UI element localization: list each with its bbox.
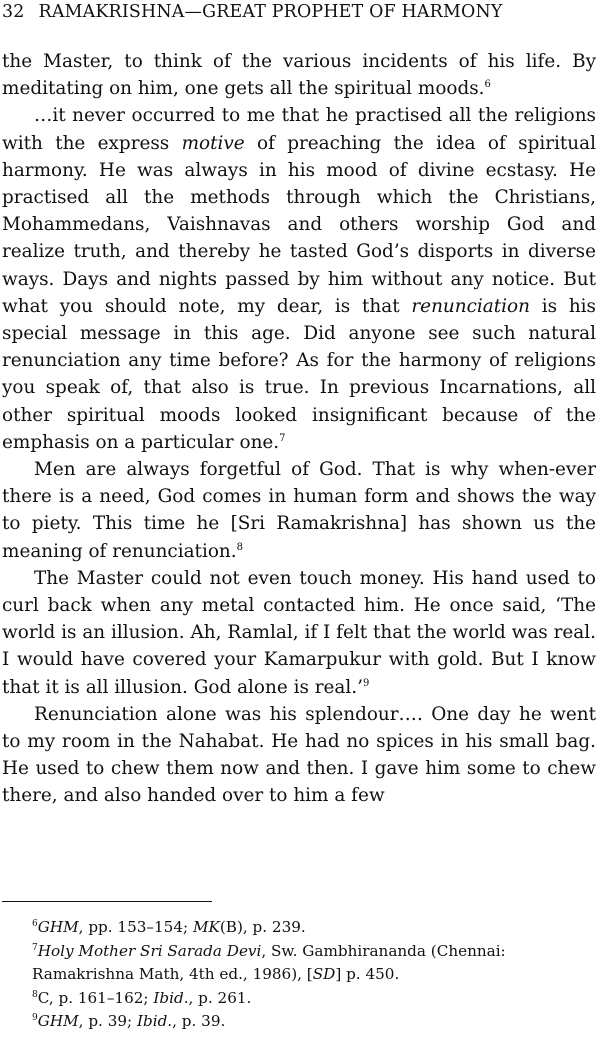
- paragraph-3-text: Men are always forgetful of God. That is why when-ever there is a need, God comes in human form and shows the way to piety. This time he [Sri Ramakrishna] has shown us the meaning of renunciation.: [2, 459, 596, 562]
- paragraph-2-text-b: of preaching the idea of spiritual harmony. He was always in his mood of divine ecstasy. He practised all the methods through which the Christians, Mohammedans, Vaishnavas and others worship God and realize truth, and thereby he tasted God’s disports in diverse ways. Days and nights passed by him without any notice. But what you should note, my dear, is that: [2, 132, 596, 317]
- footnote-7: [2, 940, 596, 987]
- footnote-text-run: ., p. 39.: [167, 1012, 226, 1030]
- footnote-italic-run: SD: [312, 965, 336, 983]
- running-title: RAMAKRISHNA—GREAT PROPHET OF HARMONY: [38, 2, 503, 22]
- footnote-number: 8: [32, 989, 38, 1000]
- footnote-ref-8: 8: [236, 541, 243, 553]
- footnote-italic-run: GHM: [37, 1012, 79, 1030]
- footnote-italic-run: Ibid: [136, 1012, 168, 1030]
- paragraph-5: [2, 701, 596, 810]
- paragraph-1-text: the Master, to think of the various incidents of his life. By meditating on him, one gets all the spiritual moods.: [2, 51, 596, 100]
- paragraph-2: [2, 102, 596, 456]
- footnote-ref-7: 7: [279, 432, 286, 444]
- body-text: [2, 48, 596, 810]
- running-header: [2, 2, 596, 22]
- footnote-9: [2, 1010, 596, 1034]
- paragraph-2-text-a: …it never occurred to me that he practised all the religions with the express: [2, 105, 596, 154]
- footnote-italic-run: Ibid: [153, 988, 184, 1007]
- footnote-italic-run: MK: [192, 918, 220, 936]
- footnote-ref-9: 9: [362, 677, 370, 689]
- footnote-text: [32, 942, 506, 984]
- footnote-text-run: ] p. 450.: [335, 965, 400, 983]
- page-number: 32: [2, 2, 25, 22]
- footnote-text-run: , pp. 153–154;: [78, 918, 193, 936]
- footnotes: [2, 916, 596, 1034]
- footnote-italic-run: GHM: [37, 918, 79, 936]
- footnote-text-run: ., p. 261.: [183, 988, 252, 1007]
- paragraph-2-emphasis-renunciation: renunciation: [411, 295, 530, 317]
- footnote-text: [38, 989, 252, 1007]
- footnote-text-run: , Sw. Gambhirananda (Chennai: Ramakrishna Math, 4th ed., 1986), [: [32, 941, 506, 983]
- paragraph-2-text-c: is his special message in this age. Did anyone see such natural renunciation any time before? As for the harmony of religions you speak of, that also is true. In previous Incarnations, all other spiritual moods looked insignificant because of the emphasis on a particular one.: [2, 295, 596, 453]
- paragraph-1: [2, 48, 596, 102]
- footnote-ref-6: 6: [484, 79, 491, 91]
- footnote-number: 7: [32, 942, 38, 953]
- paragraph-4: [2, 565, 596, 701]
- footnote-text: [38, 918, 306, 936]
- paragraph-3: [2, 456, 596, 565]
- footnote-number: 6: [32, 919, 38, 929]
- footnote-6: [2, 916, 596, 940]
- footnote-text: [38, 1012, 226, 1030]
- footnote-8: [2, 987, 596, 1011]
- paragraph-5-text: Renunciation alone was his splendour…. One day he went to my room in the Nahabat. He had no spices in his small bag. He used to chew them now and then. I gave him some to chew there, and also handed over to him a few: [2, 703, 596, 807]
- footnote-text-run: (B), p. 239.: [219, 918, 306, 936]
- footnote-number: 9: [32, 1013, 38, 1023]
- footnote-italic-run: Holy Mother Sri Sarada Devi: [37, 941, 262, 960]
- footnote-text-run: , p. 39;: [78, 1012, 137, 1030]
- footnote-text-run: C, p. 161–162;: [37, 988, 154, 1007]
- paragraph-2-emphasis-motive: motive: [181, 132, 245, 154]
- paragraph-4-text: The Master could not even touch money. His hand used to curl back when any metal contacted him. He once said, ‘The world is an illusion. Ah, Ramlal, if I felt that the world was real. I would have covered your Kamarpukur with gold. But I know that it is all illusion. God alone is real.’: [2, 567, 596, 698]
- footnote-divider: [2, 901, 212, 902]
